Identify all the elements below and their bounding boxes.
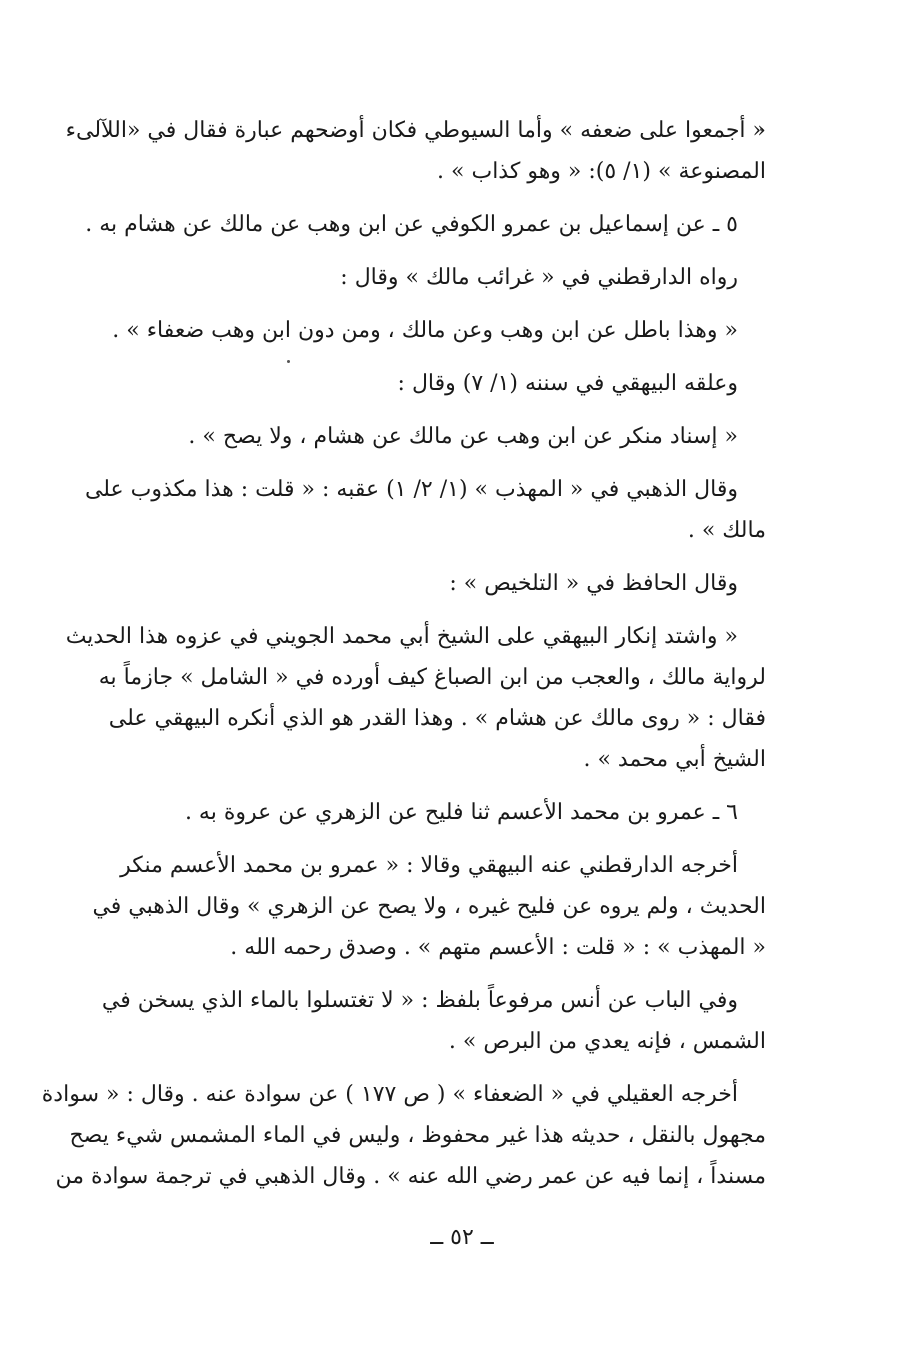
text-line: أخرجه العقيلي في « الضعفاء » ( ص ١٧٧ ) عن سوادة عنه . وقال : « سوادة xyxy=(41,1082,738,1107)
text-line: فقال : « روى مالك عن هشام » . وهذا القدر هو الذي أنكره البيهقي على xyxy=(108,706,766,731)
paragraph xyxy=(65,110,766,192)
text-line: وقال الذهبي في « المهذب » (١/ ٢/ ١) عقبه : « قلت : هذا مكذوب على xyxy=(84,477,738,502)
text-line: الحديث ، ولم يروه عن فليح غيره ، ولا يصح عن الزهري » وقال الذهبي في xyxy=(92,894,766,919)
text-line: أخرجه الدارقطني عنه البيهقي وقالا : « عمرو بن محمد الأعسم منكر xyxy=(120,853,738,878)
paragraph xyxy=(76,416,766,457)
text-line: لرواية مالك ، والعجب من ابن الصباغ كيف أورده في « الشامل » جازماً به xyxy=(98,665,766,690)
paragraph xyxy=(76,980,766,1062)
text-line: « واشتد إنكار البيهقي على الشيخ أبي محمد الجويني في عزوه هذا الحديث xyxy=(65,624,738,649)
page-number: ــ ٥٢ ــ xyxy=(430,1225,494,1250)
paragraph xyxy=(41,1074,766,1197)
text-line: وعلقه البيهقي في سننه (١/ ٧) وقال : xyxy=(397,371,738,396)
text-line: الشيخ أبي محمد » . xyxy=(583,747,766,772)
paragraph xyxy=(76,563,766,604)
paragraph xyxy=(76,204,766,245)
paragraph xyxy=(76,792,766,833)
text-line: وقال الحافظ في « التلخيص » : xyxy=(449,571,738,596)
page-body-text xyxy=(41,110,766,1209)
paragraph xyxy=(76,257,766,298)
paragraph xyxy=(76,469,766,551)
paragraph xyxy=(76,845,766,968)
text-line: « إسناد منكر عن ابن وهب عن مالك عن هشام ، ولا يصح » . xyxy=(188,424,738,449)
text-line: مسنداً ، إنما فيه عن عمر رضي الله عنه » . وقال الذهبي في ترجمة سوادة من xyxy=(55,1164,766,1189)
text-line: مجهول بالنقل ، حديثه هذا غير محفوظ ، وليس في الماء المشمس شيء يصح xyxy=(69,1123,766,1148)
text-line: « المهذب » : « قلت : الأعسم متهم » . وصدق رحمه الله . xyxy=(230,935,766,960)
text-line: وفي الباب عن أنس مرفوعاً بلفظ : « لا تغتسلوا بالماء الذي يسخن في xyxy=(101,988,738,1013)
text-line: ٦ ـ عمرو بن محمد الأعسم ثنا فليح عن الزهري عن عروة به . xyxy=(184,800,738,825)
text-line: الشمس ، فإنه يعدي من البرص » . xyxy=(448,1029,766,1054)
text-line: رواه الدارقطني في « غرائب مالك » وقال : xyxy=(340,265,738,290)
paragraph xyxy=(76,310,766,351)
text-line: « وهذا باطل عن ابن وهب وعن مالك ، ومن دون ابن وهب ضعفاء » . xyxy=(112,318,738,343)
paragraph xyxy=(65,616,766,780)
text-line: ٥ ـ عن إسماعيل بن عمرو الكوفي عن ابن وهب عن مالك عن هشام به . xyxy=(85,212,738,237)
text-line: « أجمعوا على ضعفه » وأما السيوطي فكان أوضحهم عبارة فقال في «اللآلىء xyxy=(65,118,766,143)
text-line: مالك » . xyxy=(687,518,766,543)
paragraph xyxy=(76,363,766,404)
text-line: المصنوعة » (١/ ٥): « وهو كذاب » . xyxy=(437,159,766,184)
